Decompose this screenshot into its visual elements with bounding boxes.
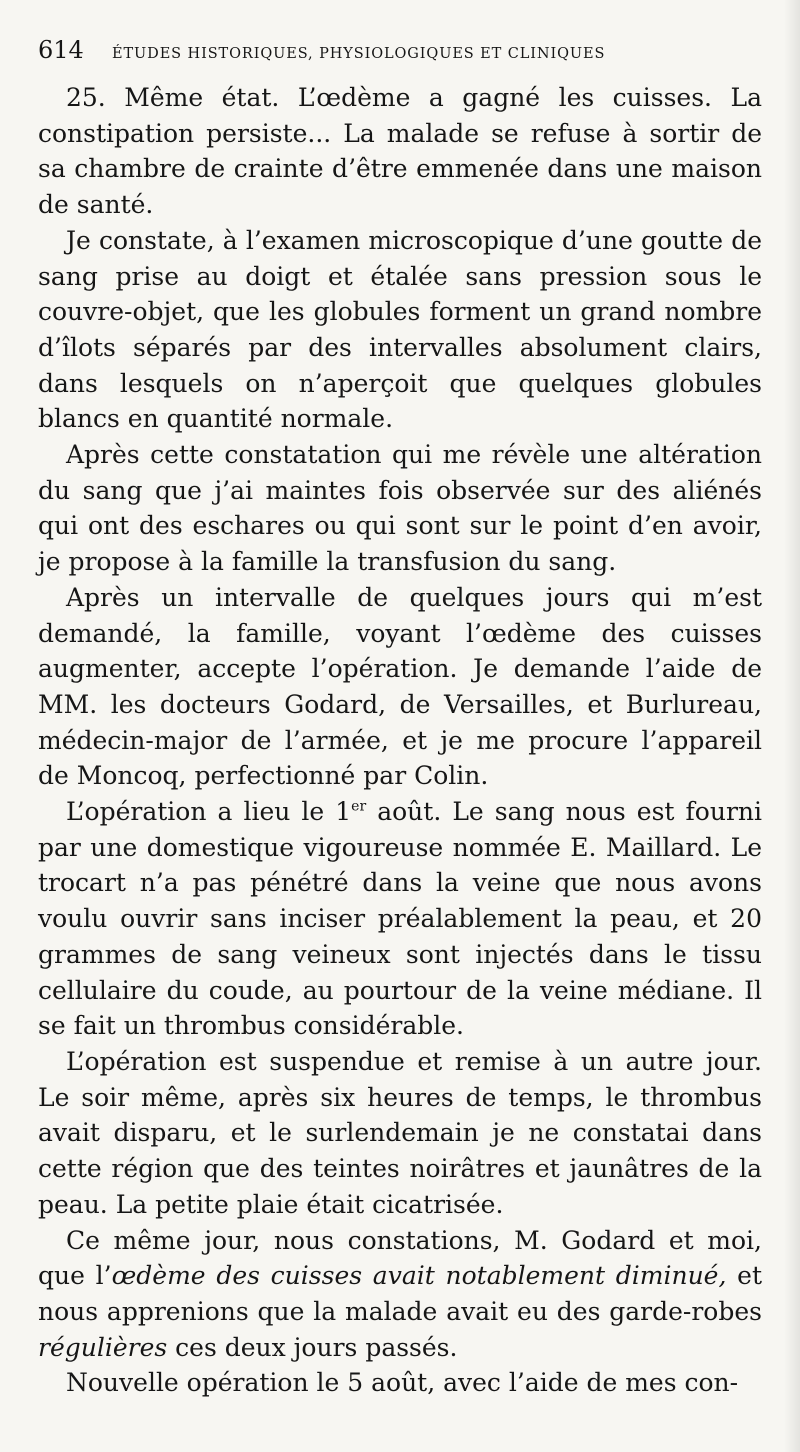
paragraph-6: L’opération est suspendue et remise à un autre jour. Le soir même, après six heures de temps, le thrombus avait disparu, et le surlendemain je ne constatai dans cette région que des teintes noirâtres et jaunâtres de la peau. La petite plaie était cicatrisée.	[38, 1046, 762, 1219]
paragraph-2: Je constate, à l’examen microscopique d’une goutte de sang prise au doigt et étalée sans pression sous le couvre-objet, que les globules forment un grand nombre d’îlots séparés par des intervalles absolument clairs, dans lesquels on n’aperçoit que quelques globules blancs en quantité normale.	[38, 225, 762, 434]
paragraph-5-start: L’opération a lieu le 1	[66, 797, 352, 827]
paragraph-5	[38, 794, 762, 1044]
paragraph-3: Après cette constatation qui me révèle une altération du sang que j’ai maintes fois observée sur des aliénés qui ont des eschares ou qui sont sur le point d’en avoir, je propose à la famille la transfusion du sang.	[38, 440, 762, 577]
paragraph-7-middle: et nous apprenions que la malade avait eu des garde-robes	[38, 1261, 762, 1326]
paragraph-7-start: Ce même jour, nous constations, M. Godard et moi, que l’	[38, 1225, 762, 1291]
paragraph-4: Après un intervalle de quelques jours qui m’est demandé, la famille, voyant l’œdème des cuisses augmenter, accepte l’opération. Je demande l’aide de MM. les docteurs Godard, de Versailles, et Burlureau, médecin-major de l’armée, et je me procure l’appareil de Moncoq, perfectionné par Colin.	[38, 582, 762, 791]
page-edge-shadow	[784, 0, 800, 1452]
paragraph-8: Nouvelle opération le 5 août, avec l’aide de mes con-	[66, 1368, 739, 1398]
page-number: 614	[38, 36, 84, 64]
paragraph-7-end: ces deux jours passés.	[167, 1332, 458, 1362]
body-text	[38, 80, 762, 1401]
italic-phrase-oedeme: œdème des cuisses avait notablement diminué,	[111, 1261, 727, 1291]
italic-word-regulieres: régulières	[38, 1332, 168, 1362]
paragraph-7	[38, 1223, 762, 1366]
running-head	[38, 36, 762, 80]
paragraph-5-rest: août. Le sang nous est fourni par une domestique vigoureuse nommée E. Maillard. Le trocart n’a pas pénétré dans la veine que nous avons voulu ouvrir sans inciser préalablement la peau, et 20 grammes de sang veineux sont injectés dans le tissu cellulaire du coude, au pourtour de la veine médiane. Il se fait un thrombus considérable.	[38, 797, 762, 1041]
ordinal-superscript: er	[351, 798, 367, 815]
running-title: ÉTUDES HISTORIQUES, PHYSIOLOGIQUES ET CLINIQUES	[112, 46, 606, 62]
paragraph-1: 25. Même état. L’œdème a gagné les cuisses. La constipation persiste... La malade se refuse à sortir de sa chambre de crainte d’être emmenée dans une maison de santé.	[38, 83, 762, 220]
